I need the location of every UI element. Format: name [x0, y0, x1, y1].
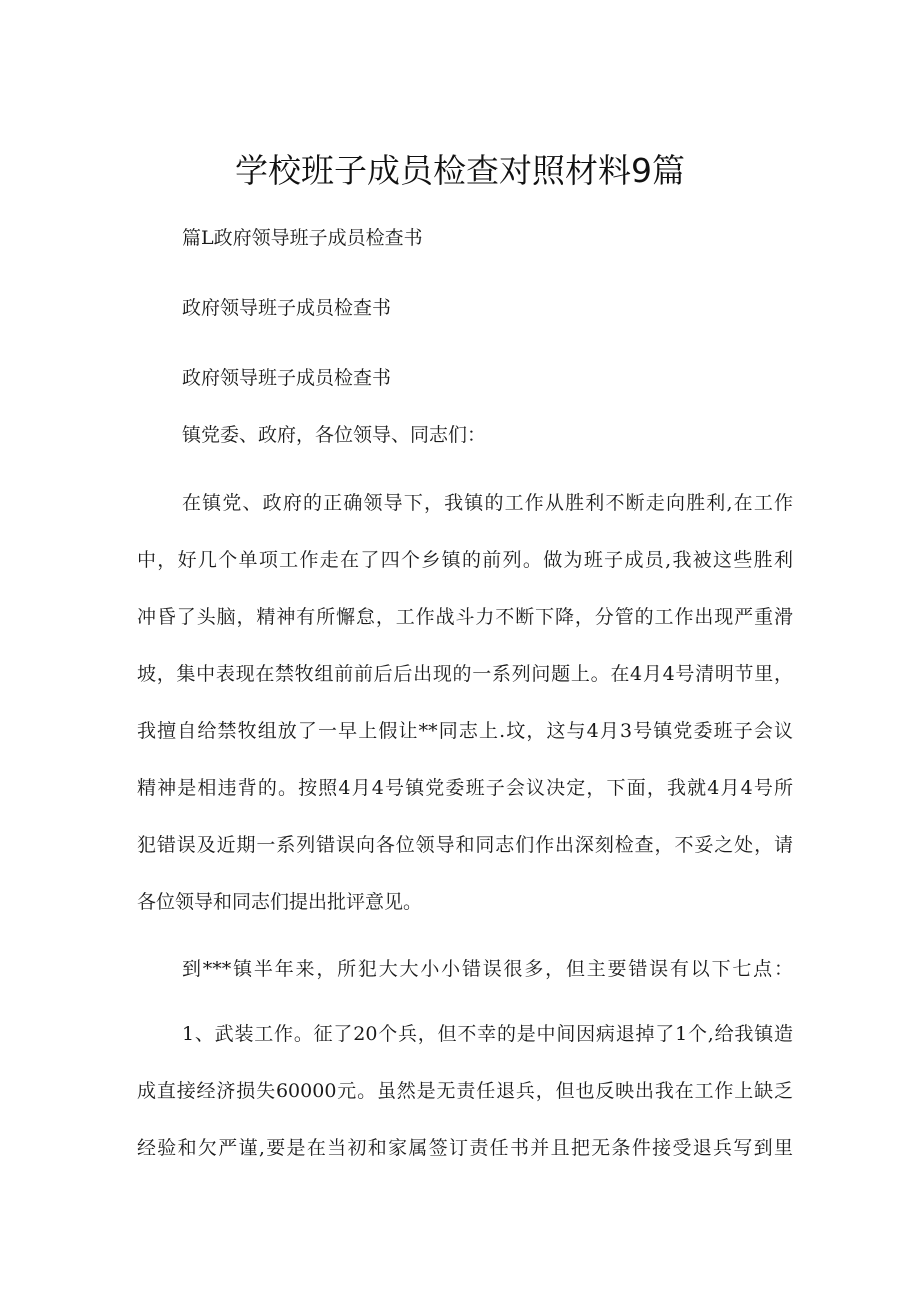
paragraph-line: 1、武装工作。征了20个兵，但不幸的是中间因病退掉了1个,给我镇造	[182, 1023, 793, 1045]
paragraph-line: 冲昏了头脑，精神有所懈怠，工作战斗力不断下降，分管的工作出现严重滑	[137, 606, 793, 628]
section-heading-3: 政府领导班子成员检查书	[182, 367, 392, 389]
paragraph-line: 犯错误及近期一系列错误向各位领导和同志们作出深刻检查，不妥之处，请	[137, 834, 793, 856]
paragraph-line: 坡，集中表现在禁牧组前前后后出现的一系列问题上。在4月4号清明节里，	[137, 663, 793, 685]
paragraph-line: 在镇党、政府的正确领导下，我镇的工作从胜利不断走向胜利,在工作	[182, 492, 793, 514]
paragraph-line: 精神是相违背的。按照4月4号镇党委班子会议决定，下面，我就4月4号所	[137, 777, 793, 799]
paragraph-line: 成直接经济损失60000元。虽然是无责任退兵，但也反映出我在工作上缺乏	[137, 1080, 793, 1102]
paragraph-line: 我擅自给禁牧组放了一早上假让**同志上.坟，这与4月3号镇党委班子会议	[137, 720, 793, 742]
section-heading-2: 政府领导班子成员检查书	[182, 297, 392, 319]
paragraph-line: 中，好几个单项工作走在了四个乡镇的前列。做为班子成员,我被这些胜利	[137, 549, 793, 571]
section-heading-1: 篇L政府领导班子成员检查书	[182, 227, 423, 249]
document-title: 学校班子成员检查对照材料9篇	[235, 151, 685, 190]
salutation: 镇党委、政府，各位领导、同志们：	[182, 424, 487, 446]
paragraph-line: 经验和欠严谨,要是在当初和家属签订责任书并且把无条件接受退兵写到里	[137, 1137, 793, 1159]
paragraph-line: 各位领导和同志们提出批评意见。	[137, 891, 423, 913]
paragraph-line: 到***镇半年来，所犯大大小小错误很多，但主要错误有以下七点：	[182, 958, 793, 980]
